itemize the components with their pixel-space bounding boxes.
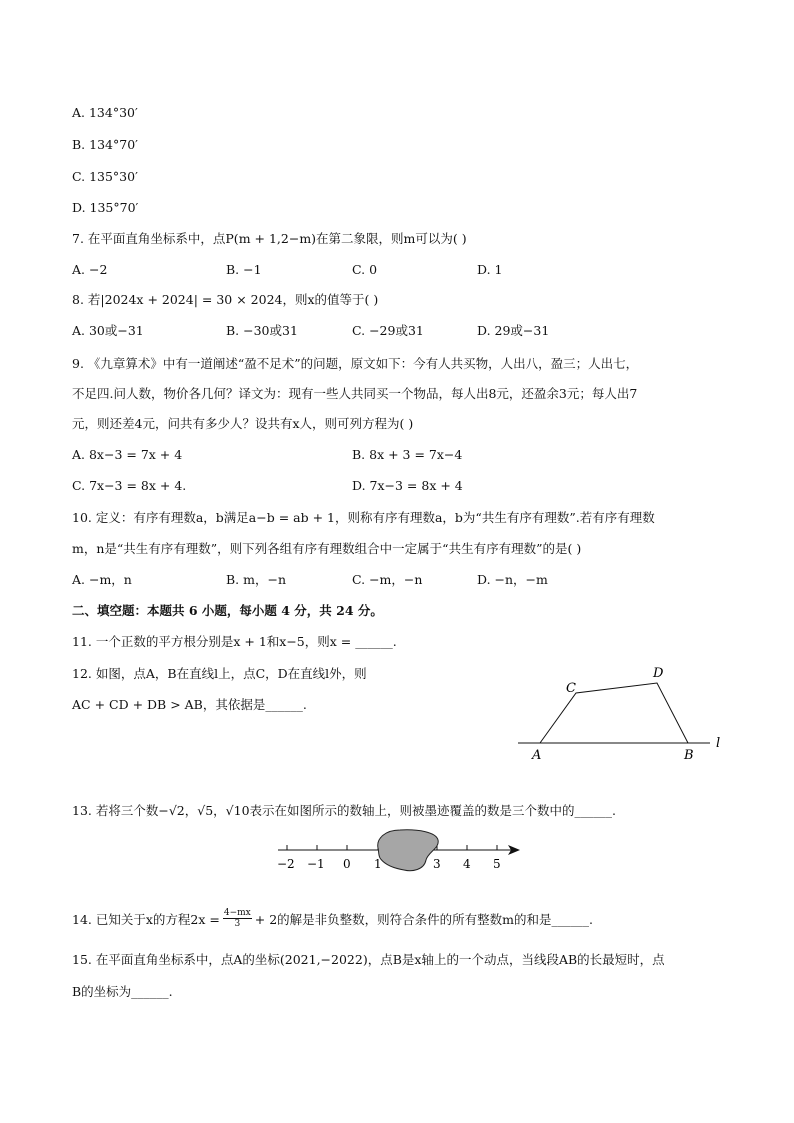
label-c: C <box>566 681 576 696</box>
q14-suffix: + 2的解是非负整数，则符合条件的所有整数m的和是______. <box>254 911 593 927</box>
q10-option-d: D. −n，−m <box>477 572 548 587</box>
q9-option-b: B. 8x + 3 = 7x−4 <box>352 447 463 462</box>
question-11: 11. 一个正数的平方根分别是x + 1和x−5，则x = ______. <box>72 634 397 649</box>
q7-option-b: B. −1 <box>226 262 262 277</box>
q14-numerator: 4−mx <box>223 908 251 918</box>
question-15-line-1: 15. 在平面直角坐标系中，点A的坐标(2021,−2022)，点B是x轴上的一个动点，当线段AB的长最短时，点 <box>72 952 665 967</box>
q9-option-c: C. 7x−3 = 8x + 4. <box>72 478 187 493</box>
number-line-figure <box>268 826 528 876</box>
tick-label-4: 4 <box>463 857 471 871</box>
q14-denominator: 3 <box>234 919 241 929</box>
q10-option-b: B. m，−n <box>226 572 287 587</box>
question-12-line-1: 12. 如图，点A，B在直线l上，点C，D在直线l外，则 <box>72 666 367 681</box>
q8-option-a: A. 30或−31 <box>72 323 144 338</box>
question-10-line-1: 10. 定义：有序有理数a，b满足a−b = ab + 1，则称有序有理数a，b为“共生有序有理数”.若有序有理数 <box>72 510 655 525</box>
question-14 <box>72 909 593 930</box>
q9-option-d: D. 7x−3 = 8x + 4 <box>352 478 463 493</box>
label-d: D <box>653 666 664 681</box>
q7-option-a: A. −2 <box>72 262 108 277</box>
tick-label-neg2: −2 <box>277 857 295 871</box>
q10-option-a: A. −m，n <box>72 572 132 587</box>
ink-blot <box>378 830 438 871</box>
question-9-line-2: 不足四.问人数，物价各几何？译文为：现有一些人共同买一个物品，每人出8元，还盈余3元；每人出7 <box>72 386 638 401</box>
tick-label-1: 1 <box>374 857 382 871</box>
tick-label-neg1: −1 <box>307 857 325 871</box>
tick-label-5: 5 <box>493 857 501 871</box>
option-c-angle: C. 135°30′ <box>72 169 138 184</box>
q8-option-b: B. −30或31 <box>226 323 298 338</box>
q7-option-d: D. 1 <box>477 262 503 277</box>
label-b: B <box>684 748 694 763</box>
question-13: 13. 若将三个数−√2，√5，√10表示在如图所示的数轴上，则被墨迹覆盖的数是三个数中的______. <box>72 803 617 818</box>
question-12-line-2: AC + CD + DB > AB，其依据是______. <box>72 697 307 712</box>
q7-option-c: C. 0 <box>352 262 378 277</box>
q14-prefix: 14. 已知关于x的方程2x = <box>72 911 220 927</box>
question-9-line-1: 9. 《九章算术》中有一道阐述“盈不足术”的问题，原文如下：今有人共买物，人出八，盈三；人出七， <box>72 356 639 371</box>
question-7: 7. 在平面直角坐标系中，点P(m + 1,2−m)在第二象限，则m可以为( ) <box>72 231 467 246</box>
option-a-angle: A. 134°30′ <box>72 105 138 120</box>
label-l: l <box>716 736 721 751</box>
option-d-angle: D. 135°70′ <box>72 200 139 215</box>
q9-option-a: A. 8x−3 = 7x + 4 <box>72 447 183 462</box>
question-9-line-3: 元，则还差4元，问共有多少人？设共有x人，则可列方程为( ) <box>72 416 414 431</box>
question-8: 8. 若|2024x + 2024| = 30 × 2024，则x的值等于( ) <box>72 292 379 307</box>
question-15-line-2: B的坐标为______. <box>72 984 173 999</box>
tick-label-3: 3 <box>433 857 441 871</box>
tick-label-0: 0 <box>343 857 351 871</box>
q8-option-c: C. −29或31 <box>352 323 424 338</box>
label-a: A <box>532 748 542 763</box>
section-heading-fill-in: 二、填空题：本题共 6 小题，每小题 4 分，共 24 分。 <box>72 603 383 618</box>
q10-option-c: C. −m，−n <box>352 572 423 587</box>
question-10-line-2: m，n是“共生有序有理数”，则下列各组有序有理数组合中一定属于“共生有序有理数”的是( ) <box>72 541 582 556</box>
q12-geometry-figure <box>510 660 730 770</box>
option-b-angle: B. 134°70′ <box>72 137 138 152</box>
path-a-c-d-b <box>540 683 688 743</box>
q8-option-d: D. 29或−31 <box>477 323 550 338</box>
q14-fraction <box>223 908 252 929</box>
